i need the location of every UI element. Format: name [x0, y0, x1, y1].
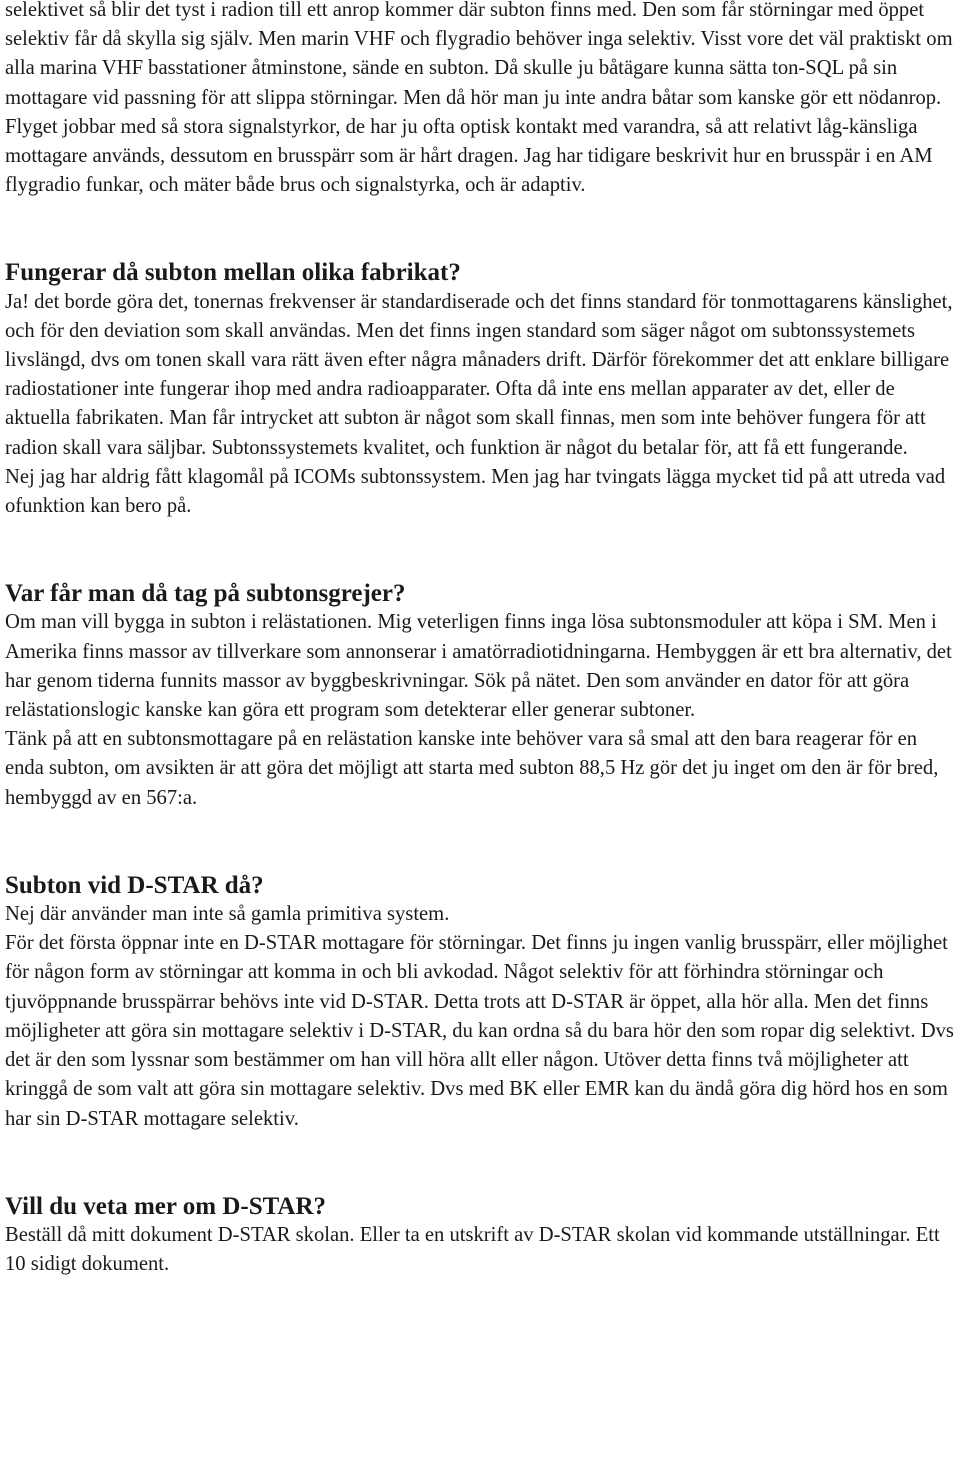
section-dstar [5, 871, 960, 1134]
section-fabrikat-paragraph-2: Nej jag har aldrig fått klagomål på ICOMs subtonssystem. Men jag har tvingats lägga mycket tid på att utreda vad ofunktion kan bero på. [5, 465, 946, 518]
intro-section [5, 0, 960, 200]
section-mer-paragraph-1: Beställ då mitt dokument D-STAR skolan. Eller ta en utskrift av D-STAR skolan vid kommande utställningar. Ett 10 sidigt dokument. [5, 1223, 940, 1276]
section-fabrikat [5, 258, 960, 521]
section-dstar-heading: Subton vid D-STAR då? [5, 871, 264, 899]
section-fabrikat-heading: Fungerar då subton mellan olika fabrikat? [5, 259, 461, 287]
section-grejer-paragraph-2: Tänk på att en subtonsmottagare på en relästation kanske inte behöver vara så smal att den bara reagerar för en enda subton, om avsikten är att göra det möjligt att starta med subton 88,5 Hz gör det ju inget om den är för bred, hembyggd av en 567:a. [5, 728, 939, 809]
section-grejer [5, 579, 960, 813]
section-grejer-paragraph-1: Om man vill bygga in subton i relästationen. Mig veterligen finns inga lösa subtonsmoduler att köpa i SM. Men i Amerika finns massor av tillverkare som annonserar i amatörradiotidningarna. Hembyggen är ett bra alternativ, det har genom tiderna funnits massor av byggbeskrivningar. Sök på nätet. Den som använder en dator för att göra relästationslogic kanske kan göra ett program som detekterar eller generar subtoner. [5, 611, 952, 722]
section-dstar-paragraph-1: Nej där använder man inte så gamla primitiva system. [5, 903, 450, 926]
document-page [5, 0, 960, 1279]
section-mer [5, 1192, 960, 1280]
intro-paragraph: selektivet så blir det tyst i radion till ett anrop kommer där subton finns med. Den som får störningar med öppet selektiv får då skylla sig själv. Men marin VHF och flygradio behöver inga selektiv. Visst vore det väl praktiskt om alla marina VHF basstationer åtminstone, sände en subton. Då skulle ju båtägare kunna sätta ton-SQL på sin mottagare vid passning för att slippa störningar. Men då hör man ju inte andra båtar som kanske gör ett nödanrop. Flyget jobbar med så stora signalstyrkor, de har ju ofta optisk kontakt med varandra, så att relativt låg-känsliga mottagare används, dessutom en brusspärr som är hårt dragen. Jag har tidigare beskrivit hur en brusspär i en AM flygradio funkar, och mäter både brus och signalstyrka, och är adaptiv. [5, 0, 953, 197]
section-fabrikat-paragraph-1: Ja! det borde göra det, tonernas frekvenser är standardiserade och det finns standard för tonmottagarens känslighet, och för den deviation som skall användas. Men det finns ingen standard som säger något om subtonssystemets livslängd, dvs om tonen skall vara rätt även efter några månaders drift. Därför förekommer det att enklare billigare radiostationer inte fungerar ihop med andra radioapparater. Ofta då inte ens mellan apparater av det, eller de aktuella fabrikaten. Man får intrycket att subton är något som skall finnas, men som inte behöver fungera för att radion skall vara säljbar. Subtonssystemets kvalitet, och funktion är något du betalar för, att få ett fungerande. [5, 290, 953, 459]
section-mer-heading: Vill du veta mer om D-STAR? [5, 1192, 327, 1220]
section-grejer-heading: Var får man då tag på subtonsgrejer? [5, 580, 406, 608]
section-dstar-paragraph-2: För det första öppnar inte en D-STAR mottagare för störningar. Det finns ju ingen vanlig brusspärr, eller möjlighet för någon form av störningar att komma in och bli avkodad. Något selektiv för att förhindra störningar och tjuvöppnande brusspärrar behövs inte vid D-STAR. Detta trots att D-STAR är öppet, alla hör alla. Men det finns möjligheter att göra sin mottagare selektiv i D-STAR, du kan ordna så du bara hör den som ropar dig selektivt. Dvs det är den som lyssnar som bestämmer om han vill höra allt eller någon. Utöver detta finns två möjligheter att kringgå de som valt att göra sin mottagare selektiv. Dvs med BK eller EMR kan du ändå göra dig hörd hos en som har sin D-STAR mottagare selektiv. [5, 932, 954, 1130]
